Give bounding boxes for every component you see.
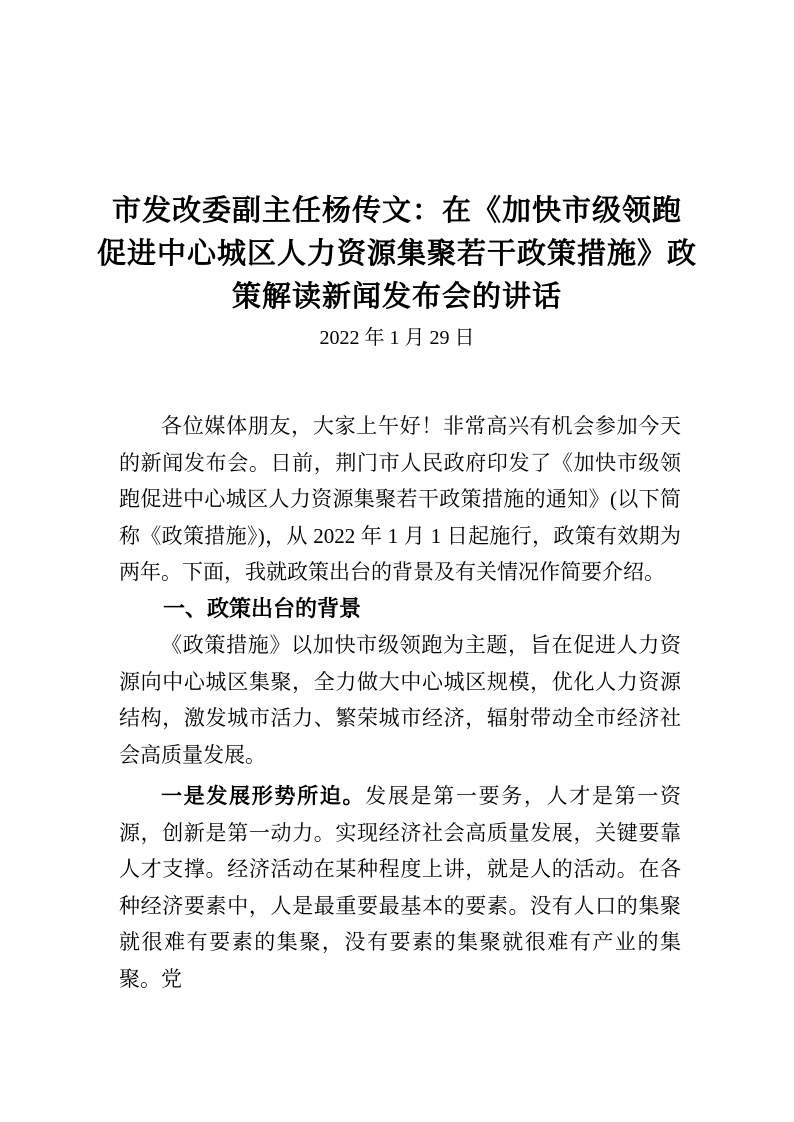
document-title	[97, 190, 697, 319]
section-heading-background: 一、政策出台的背景	[163, 595, 362, 621]
paragraph-body-text: 发展是第一要务，人才是第一资源，创新是第一动力。实现经济社会高质量发展，关键要靠人才支撑。经济活动在某种程度上讲，就是人的活动。在各种经济要素中，人是最重要最基本的要素。没有人口的集聚就很难有要素的集聚，没有要素的集聚就很难有产业的集聚。党	[119, 784, 682, 991]
paragraph-development-situation	[119, 778, 681, 997]
paragraph-intro: 各位媒体朋友，大家上午好！非常高兴有机会参加今天的新闻发布会。日前，荆门市人民政府印发了《加快市级领跑促进中心城区人力资源集聚若干政策措施的通知》(以下简称《政策措施》)，从 2022 年 1 月 1 日起施行，政策有效期为两年。下面，我就政策出台的背景及有关情况作简要介绍。	[119, 414, 681, 584]
paragraph-bold-lead: 一是发展形势所迫。	[161, 784, 366, 808]
document-date: 2022 年 1 月 29 日	[319, 327, 475, 349]
title-line-3: 策解读新闻发布会的讲话	[231, 281, 562, 313]
document-body	[119, 408, 681, 997]
title-line-1: 市发改委副主任杨传文：在《加快市级领跑	[111, 195, 682, 227]
title-line-2: 促进中心城区人力资源集聚若干政策措施》政	[97, 238, 698, 270]
paragraph-policy-theme: 《政策措施》以加快市级领跑为主题，旨在促进人力资源向中心城区集聚，全力做大中心城区规模，优化人力资源结构，激发城市活力、繁荣城市经济，辐射带动全市经济社会高质量发展。	[119, 633, 681, 767]
